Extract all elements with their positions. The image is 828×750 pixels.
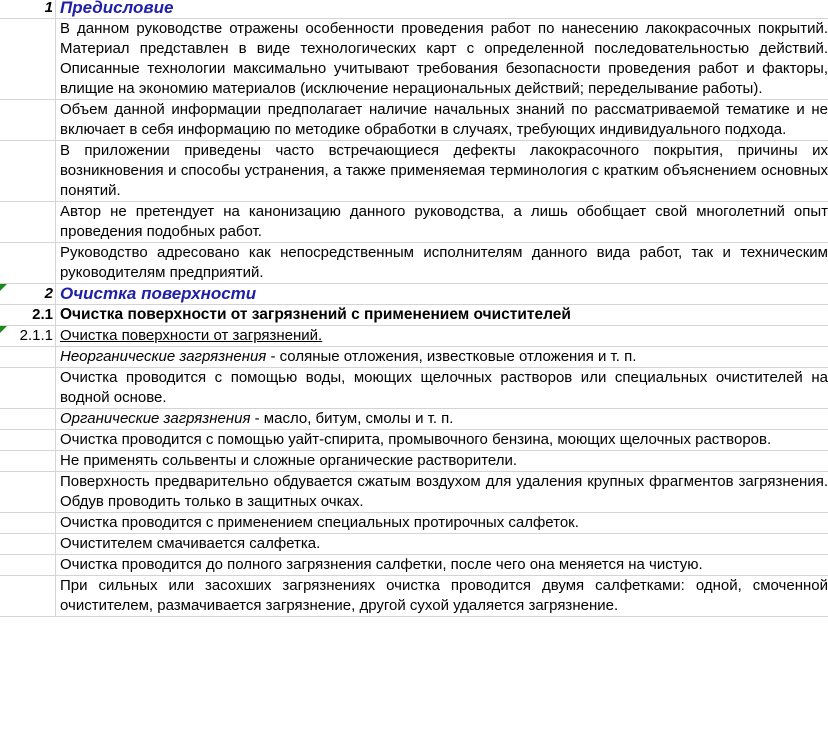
term-label: Неорганические загрязнения	[60, 348, 267, 365]
sheet-row[interactable]	[0, 202, 828, 243]
text-cell[interactable]: Поверхность предварительно обдувается сжатым воздухом для удаления крупных фрагментов загрязнения. Обдув проводить только в защитных очках.	[60, 473, 828, 510]
section-heading[interactable]: Предисловие	[60, 0, 174, 17]
row-number-cell[interactable]	[0, 430, 56, 450]
sheet-row[interactable]	[0, 368, 828, 409]
row-number-cell[interactable]	[0, 202, 56, 242]
text-cell[interactable]: Руководство адресовано как непосредственным исполнителям данного вида работ, так и техническим руководителям предприятий.	[60, 244, 828, 281]
sheet-row[interactable]	[0, 430, 828, 451]
term-definition: - масло, битум, смолы и т. п.	[250, 410, 454, 427]
row-number-cell[interactable]	[0, 141, 56, 201]
row-number-cell[interactable]	[0, 555, 56, 575]
text-cell[interactable]	[56, 409, 828, 429]
sheet-row[interactable]	[0, 534, 828, 555]
sheet-row[interactable]	[0, 472, 828, 513]
sheet-row[interactable]	[0, 347, 828, 368]
row-number-cell[interactable]	[0, 100, 56, 140]
row-number-cell[interactable]	[0, 409, 56, 429]
sheet-row[interactable]	[0, 100, 828, 141]
text-cell[interactable]: В приложении приведены часто встречающиеся дефекты лакокрасочного покрытия, причины их возникновения и способы устранения, а также применяемая терминология с кратким объяснением основных понятий.	[60, 142, 828, 199]
row-number-cell[interactable]	[0, 534, 56, 554]
row-number-cell[interactable]	[0, 368, 56, 408]
text-cell[interactable]: Очистка проводится с применением специальных протирочных салфеток.	[60, 514, 579, 531]
sheet-row[interactable]	[0, 326, 828, 347]
row-number-cell[interactable]	[0, 347, 56, 367]
term-definition: - соляные отложения, известковые отложения и т. п.	[266, 348, 637, 365]
row-number-cell[interactable]: 2	[0, 284, 56, 304]
sheet-row[interactable]	[0, 576, 828, 617]
row-number-cell[interactable]: 2.1	[0, 305, 56, 325]
sheet-row[interactable]	[0, 555, 828, 576]
text-cell[interactable]: При сильных или засохших загрязнениях очистка проводится двумя салфетками: одной, смоченной очистителем, размачивается загрязнение, другой сухой удаляется загрязнение.	[60, 577, 828, 614]
sheet-row[interactable]	[0, 513, 828, 534]
text-cell[interactable]: Очистка проводится до полного загрязнения салфетки, после чего она меняется на чистую.	[60, 556, 703, 573]
row-number-cell[interactable]	[0, 513, 56, 533]
sheet-row[interactable]	[0, 284, 828, 305]
clause-heading[interactable]: Очистка поверхности от загрязнений.	[60, 327, 323, 344]
text-cell[interactable]: Очистка проводится с помощью воды, моющих щелочных растворов или специальных очистителей на водной основе.	[60, 369, 828, 406]
sheet-row[interactable]	[0, 19, 828, 100]
text-cell[interactable]: Не применять сольвенты и сложные органические растворители.	[60, 452, 518, 469]
sheet-row[interactable]	[0, 409, 828, 430]
row-number-cell[interactable]: 2.1.1	[0, 326, 56, 346]
term-label: Органические загрязнения	[60, 410, 251, 427]
row-number-cell[interactable]	[0, 19, 56, 99]
row-number-cell[interactable]	[0, 243, 56, 283]
comment-indicator-icon	[0, 284, 7, 291]
text-cell[interactable]	[56, 347, 828, 367]
sheet-row[interactable]	[0, 451, 828, 472]
text-cell[interactable]: Очистка проводится с помощью уайт-спирита, промывочного бензина, моющих щелочных растворов.	[60, 431, 772, 448]
row-number-cell[interactable]	[0, 576, 56, 616]
comment-indicator-icon	[0, 326, 7, 333]
row-number-cell[interactable]	[0, 451, 56, 471]
row-number-cell[interactable]: 1	[0, 0, 56, 18]
row-number-cell[interactable]	[0, 472, 56, 512]
text-cell[interactable]: Объем данной информации предполагает наличие начальных знаний по рассматриваемой тематике и не включает в себя информацию по методике обработки в случаях, требующих индивидуального подхода.	[60, 101, 828, 138]
text-cell[interactable]: В данном руководстве отражены особенности проведения работ по нанесению лакокрасочных покрытий. Материал представлен в виде технологических карт с определенной последовательностью действий. Описанные технологии максимально учитывают требования безопасности проведения работ и факторы, влищие на экономию материалов (исключение нерациональных действий; переделывание работы).	[60, 20, 828, 97]
text-cell[interactable]: Автор не претендует на канонизацию данного руководства, а лишь обобщает свой многолетний опыт проведения подобных работ.	[60, 203, 828, 240]
sheet-row[interactable]	[0, 0, 828, 19]
sheet-row[interactable]	[0, 305, 828, 326]
sheet-row[interactable]	[0, 141, 828, 202]
section-heading[interactable]: Очистка поверхности	[60, 284, 257, 303]
sheet-row[interactable]	[0, 243, 828, 284]
subsection-heading[interactable]: Очистка поверхности от загрязнений с применением очистителей	[60, 306, 571, 323]
text-cell[interactable]: Очистителем смачивается салфетка.	[60, 535, 321, 552]
